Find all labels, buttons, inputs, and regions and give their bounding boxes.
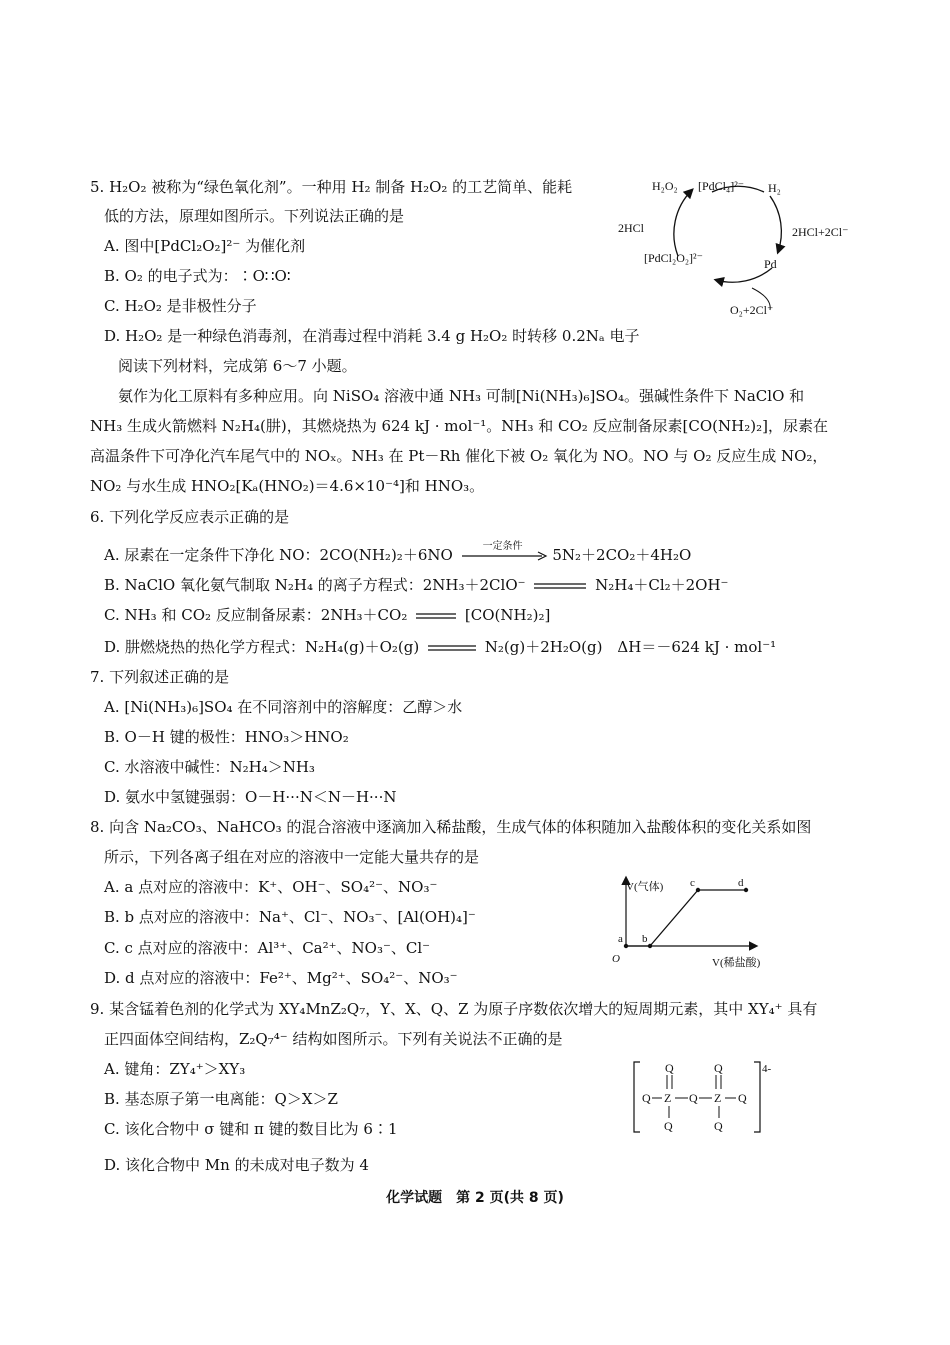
q6-d-left: D. 肼燃烧热的热化学方程式：N₂H₄(g)＋O₂(g) — [104, 638, 420, 656]
point-c — [696, 888, 700, 892]
q6-a-left: A. 尿素在一定条件下净化 NO：2CO(NH₂)₂＋6NO — [104, 546, 453, 564]
y-axis-label: V(气体) — [626, 881, 664, 893]
passage-intro: 阅读下列材料，完成第 6～7 小题。 — [118, 357, 357, 375]
q8-stem-line1: 8. 向含 Na₂CO₃、NaHCO₃ 的混合溶液中逐滴加入稀盐酸，生成气体的体积随加入盐酸体积的变化关系如图 — [90, 818, 812, 836]
q7-option-a: A. [Ni(NH₃)₆]SO₄ 在不同溶剂中的溶解度：乙醇＞水 — [104, 698, 463, 716]
passage-line4: NO₂ 与水生成 HNO₂[Kₐ(HNO₂)＝4.6×10⁻⁴]和 HNO₃。 — [90, 477, 485, 495]
label-h2o2: H₂O₂ — [652, 179, 678, 193]
q5-stem-line1: 5. H₂O₂ 被称为“绿色氧化剂”。一种用 H₂ 制备 H₂O₂ 的工艺简单、能耗 — [90, 178, 573, 196]
x-axis-label: V(稀盐酸) — [712, 957, 761, 969]
label-pdcl4: [PdCl₄]²⁻ — [698, 179, 745, 193]
point-b — [648, 944, 652, 948]
q6-option-c — [104, 605, 550, 625]
right-bracket — [754, 1062, 760, 1132]
q6-b-right: N₂H₄＋Cl₂＋2OH⁻ — [595, 576, 729, 594]
left-bracket — [634, 1062, 640, 1132]
atom-q-top-left: Q — [665, 1061, 674, 1075]
q5-option-c: C. H₂O₂ 是非极性分子 — [104, 297, 257, 315]
condition-arrow — [458, 541, 548, 563]
point-label-c: c — [690, 877, 695, 889]
q6-option-a — [104, 541, 692, 565]
q9-option-b: B. 基态原子第一电离能：Q＞X＞Z — [104, 1090, 338, 1108]
atom-q-bottom-right: Q — [714, 1119, 723, 1133]
atom-z-left: Z — [664, 1091, 672, 1105]
label-2hcl: 2HCl — [618, 221, 645, 235]
cycle-arc-left — [674, 190, 692, 256]
q7-option-b: B. O－H 键的极性：HNO₃＞HNO₂ — [104, 728, 349, 746]
q6-stem: 6. 下列化学反应表示正确的是 — [90, 508, 290, 526]
q6-c-left: C. NH₃ 和 CO₂ 反应制备尿素：2NH₃＋CO₂ — [104, 606, 408, 624]
q9-option-d: D. 该化合物中 Mn 的未成对电子数为 4 — [104, 1156, 369, 1174]
atom-q-bridge: Q — [689, 1091, 698, 1105]
q9-stem-line1: 9. 某含锰着色剂的化学式为 XY₄MnZ₂Q₇，Y、X、Q、Z 为原子序数依次增大的短周期元素，其中 XY₄⁺ 具有 — [90, 1000, 818, 1018]
q9-option-c: C. 该化合物中 σ 键和 π 键的数目比为 6∶1 — [104, 1120, 398, 1138]
equals-sign-icon — [412, 611, 460, 621]
z2q7-structure — [628, 1058, 788, 1138]
label-o2-2cl: O₂+2Cl⁻ — [730, 303, 774, 317]
q8-option-d: D. d 点对应的溶液中：Fe²⁺、Mg²⁺、SO₄²⁻、NO₃⁻ — [104, 969, 458, 987]
q6-b-left: B. NaClO 氧化氨气制取 N₂H₄ 的离子方程式：2NH₃＋2ClO⁻ — [104, 576, 526, 594]
label-pdcl2o2: [PdCl₂O₂]²⁻ — [644, 251, 703, 265]
point-a — [624, 944, 628, 948]
point-label-a: a — [618, 933, 623, 945]
equals-sign-icon — [424, 643, 480, 653]
q9-stem-line2: 正四面体空间结构，Z₂Q₇⁴⁻ 结构如图所示。下列有关说法不正确的是 — [104, 1030, 563, 1048]
q7-stem: 7. 下列叙述正确的是 — [90, 668, 230, 686]
gas-volume-chart — [610, 868, 790, 972]
arrow-condition-label: 一定条件 — [482, 541, 523, 552]
q5-option-d: D. H₂O₂ 是一种绿色消毒剂，在消毒过程中消耗 3.4 g H₂O₂ 时转移 0.2Nₐ 电子 — [104, 327, 640, 345]
q8-option-c: C. c 点对应的溶液中：Al³⁺、Ca²⁺、NO₃⁻、Cl⁻ — [104, 939, 431, 957]
q8-option-b: B. b 点对应的溶液中：Na⁺、Cl⁻、NO₃⁻、[Al(OH)₄]⁻ — [104, 908, 476, 926]
cycle-arc-right — [770, 196, 781, 252]
point-d — [744, 888, 748, 892]
atom-q-left: Q — [642, 1091, 651, 1105]
equals-sign-icon — [530, 581, 590, 591]
q6-c-right: [CO(NH₂)₂] — [464, 606, 551, 624]
label-pd: Pd — [764, 257, 777, 271]
q8-option-a: A. a 点对应的溶液中：K⁺、OH⁻、SO₄²⁻、NO₃⁻ — [104, 878, 438, 896]
atom-z-right: Z — [714, 1091, 722, 1105]
q6-option-d — [104, 637, 776, 657]
q6-option-b — [104, 575, 728, 595]
charge-label: 4- — [762, 1063, 772, 1075]
q5-stem-line2: 低的方法，原理如图所示。下列说法正确的是 — [104, 207, 405, 225]
catalytic-cycle-diagram — [612, 168, 872, 328]
q5-option-b: B. O₂ 的电子式为：∶O∷O∶ — [104, 267, 291, 285]
atom-q-top-right: Q — [714, 1061, 723, 1075]
reaction-arrow-icon — [458, 549, 548, 563]
passage-line1: 氨作为化工原料有多种应用。向 NiSO₄ 溶液中通 NH₃ 可制[Ni(NH₃)₆]SO₄。强碱性条件下 NaClO 和 — [118, 387, 805, 405]
label-h2: H₂ — [768, 181, 781, 195]
q9-option-a: A. 键角：ZY₄⁺＞XY₃ — [104, 1060, 246, 1078]
q6-d-right: N₂(g)＋2H₂O(g) ΔH＝－624 kJ · mol⁻¹ — [484, 638, 777, 656]
passage-line3: 高温条件下可净化汽车尾气中的 NOₓ。NH₃ 在 Pt－Rh 催化下被 O₂ 氧化为 NO。NO 与 O₂ 反应生成 NO₂， — [90, 447, 828, 465]
origin-label: O — [612, 953, 620, 965]
passage-line2: NH₃ 生成火箭燃料 N₂H₄(肼)，其燃烧热为 624 kJ · mol⁻¹。NH₃ 和 CO₂ 反应制备尿素[CO(NH₂)₂]，尿素在 — [90, 417, 828, 435]
point-label-d: d — [738, 877, 744, 889]
atom-q-right: Q — [738, 1091, 747, 1105]
q8-stem-line2: 所示，下列各离子组在对应的溶液中一定能大量共存的是 — [104, 848, 480, 866]
q7-option-c: C. 水溶液中碱性：N₂H₄＞NH₃ — [104, 758, 315, 776]
atom-q-bottom-left: Q — [664, 1119, 673, 1133]
q6-a-right: 5N₂＋2CO₂＋4H₂O — [552, 546, 692, 564]
q5-option-a: A. 图中[PdCl₂O₂]²⁻ 为催化剂 — [104, 237, 306, 255]
label-2hcl-2cl: 2HCl+2Cl⁻ — [792, 225, 849, 239]
page-footer: 化学试题 第 2 页(共 8 页) — [386, 1190, 564, 1206]
q7-option-d: D. 氨水中氢键强弱：O－H···N＜N－H···N — [104, 788, 397, 806]
point-label-b: b — [642, 933, 648, 945]
